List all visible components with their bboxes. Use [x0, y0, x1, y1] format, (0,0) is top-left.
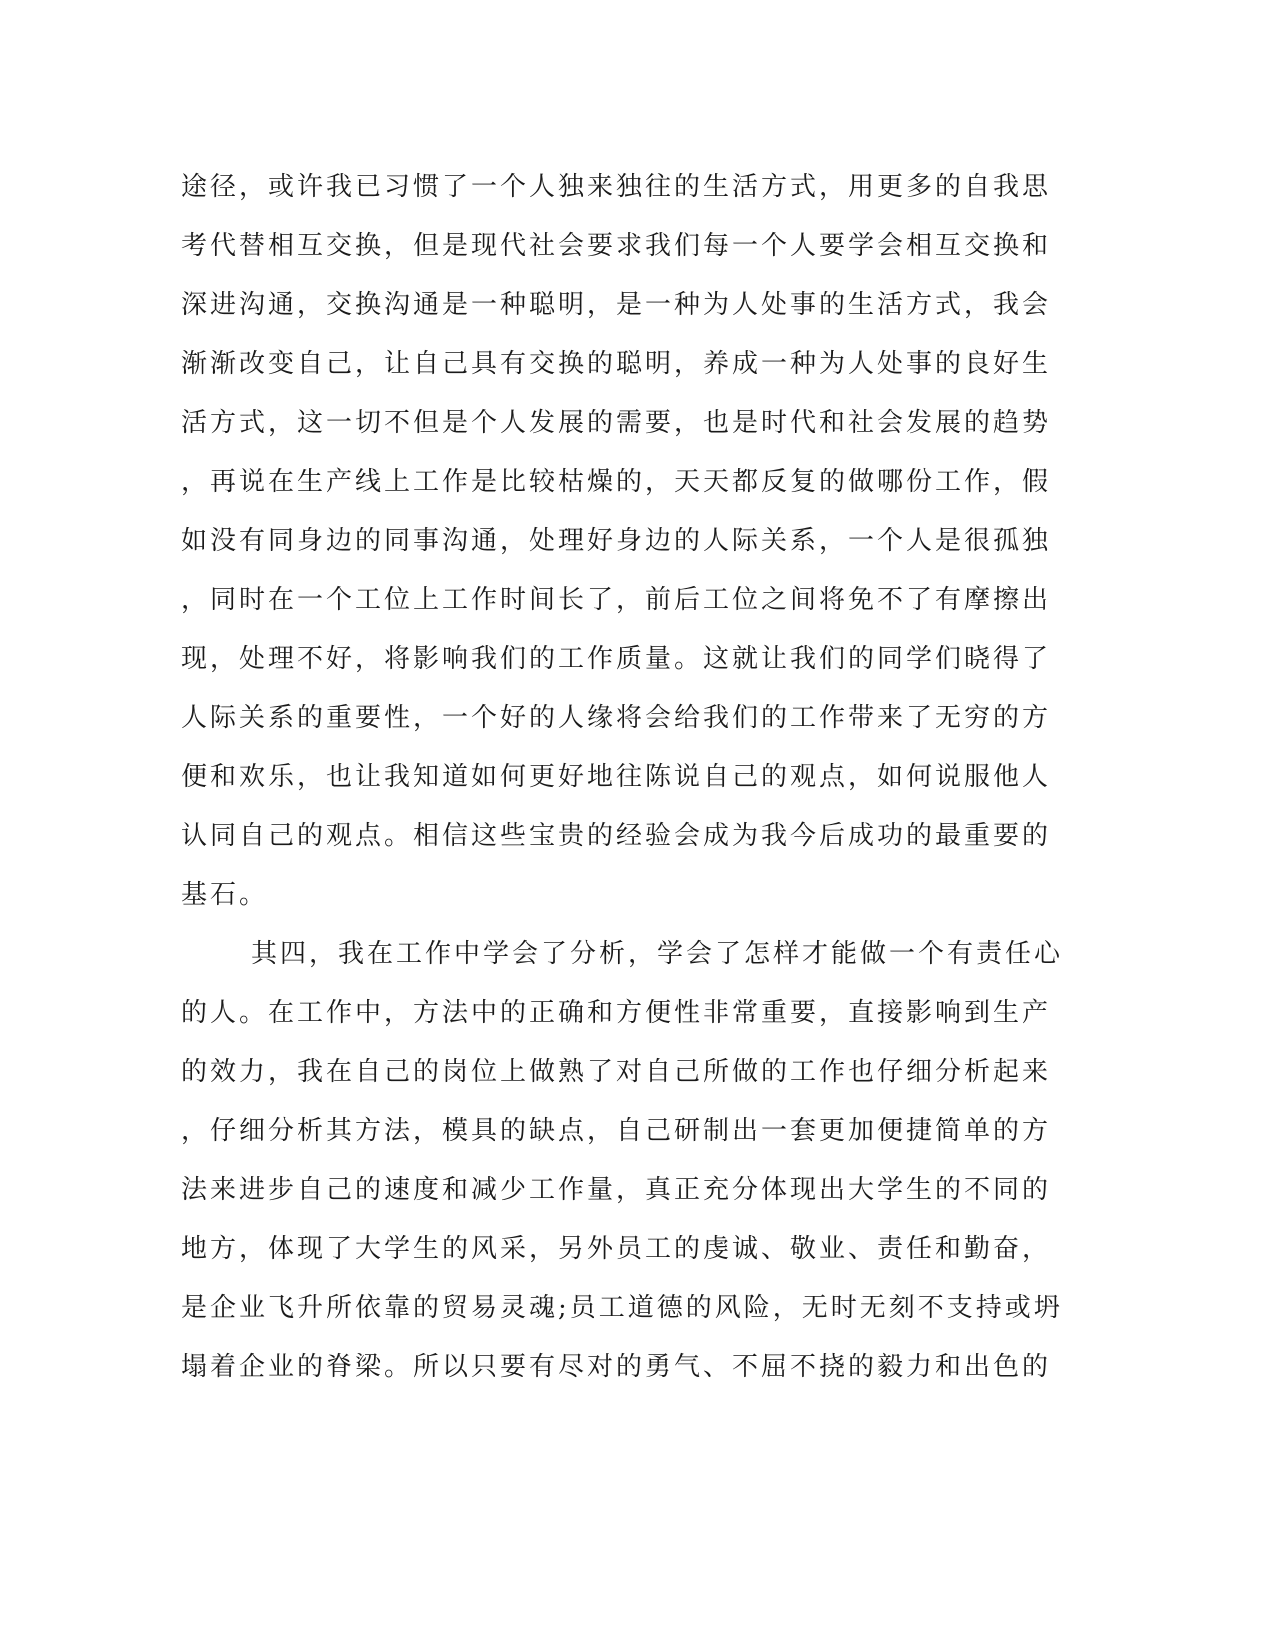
- text-line: 如没有同身边的同事沟通，处理好身边的人际关系，一个人是很孤独: [181, 526, 1052, 556]
- text-line: 活方式，这一切不但是个人发展的需要，也是时代和社会发展的趋势: [181, 408, 1052, 438]
- body-text: [181, 158, 1081, 1397]
- text-line: 渐渐改变自己，让自己具有交换的聪明，养成一种为人处事的良好生: [181, 349, 1052, 379]
- text-line: 便和欢乐，也让我知道如何更好地往陈说自己的观点，如何说服他人: [181, 762, 1052, 792]
- text-line: 是企业飞升所依靠的贸易灵魂;员工道德的风险，无时无刻不支持或坍: [181, 1293, 1063, 1323]
- text-line: 现，处理不好，将影响我们的工作质量。这就让我们的同学们晓得了: [181, 644, 1052, 674]
- text-line: 认同自己的观点。相信这些宝贵的经验会成为我今后成功的最重要的: [181, 821, 1052, 851]
- text-line: 地方，体现了大学生的风采，另外员工的虔诚、敬业、责任和勤奋，: [181, 1234, 1052, 1264]
- text-line: 深进沟通，交换沟通是一种聪明，是一种为人处事的生活方式，我会: [181, 290, 1052, 320]
- text-line: 的人。在工作中，方法中的正确和方便性非常重要，直接影响到生产: [181, 998, 1052, 1028]
- text-line: 途径，或许我已习惯了一个人独来独往的生活方式，用更多的自我思: [181, 172, 1052, 202]
- text-line: ，同时在一个工位上工作时间长了，前后工位之间将免不了有摩擦出: [181, 585, 1052, 615]
- text-line: ，仔细分析其方法，模具的缺点，自己研制出一套更加便捷简单的方: [181, 1116, 1052, 1146]
- text-line: ，再说在生产线上工作是比较枯燥的，天天都反复的做哪份工作，假: [181, 467, 1052, 497]
- text-line: 基石。: [181, 880, 269, 910]
- text-line: 的效力，我在自己的岗位上做熟了对自己所做的工作也仔细分析起来: [181, 1057, 1052, 1087]
- text-line: 塌着企业的脊梁。所以只要有尽对的勇气、不屈不挠的毅力和出色的: [181, 1352, 1052, 1382]
- text-line: 人际关系的重要性，一个好的人缘将会给我们的工作带来了无穷的方: [181, 703, 1052, 733]
- text-line: 法来进步自己的速度和减少工作量，真正充分体现出大学生的不同的: [181, 1175, 1052, 1205]
- paragraph-start-line: 其四，我在工作中学会了分析，学会了怎样才能做一个有责任心: [251, 939, 1064, 969]
- text-line: 考代替相互交换，但是现代社会要求我们每一个人要学会相互交换和: [181, 231, 1052, 261]
